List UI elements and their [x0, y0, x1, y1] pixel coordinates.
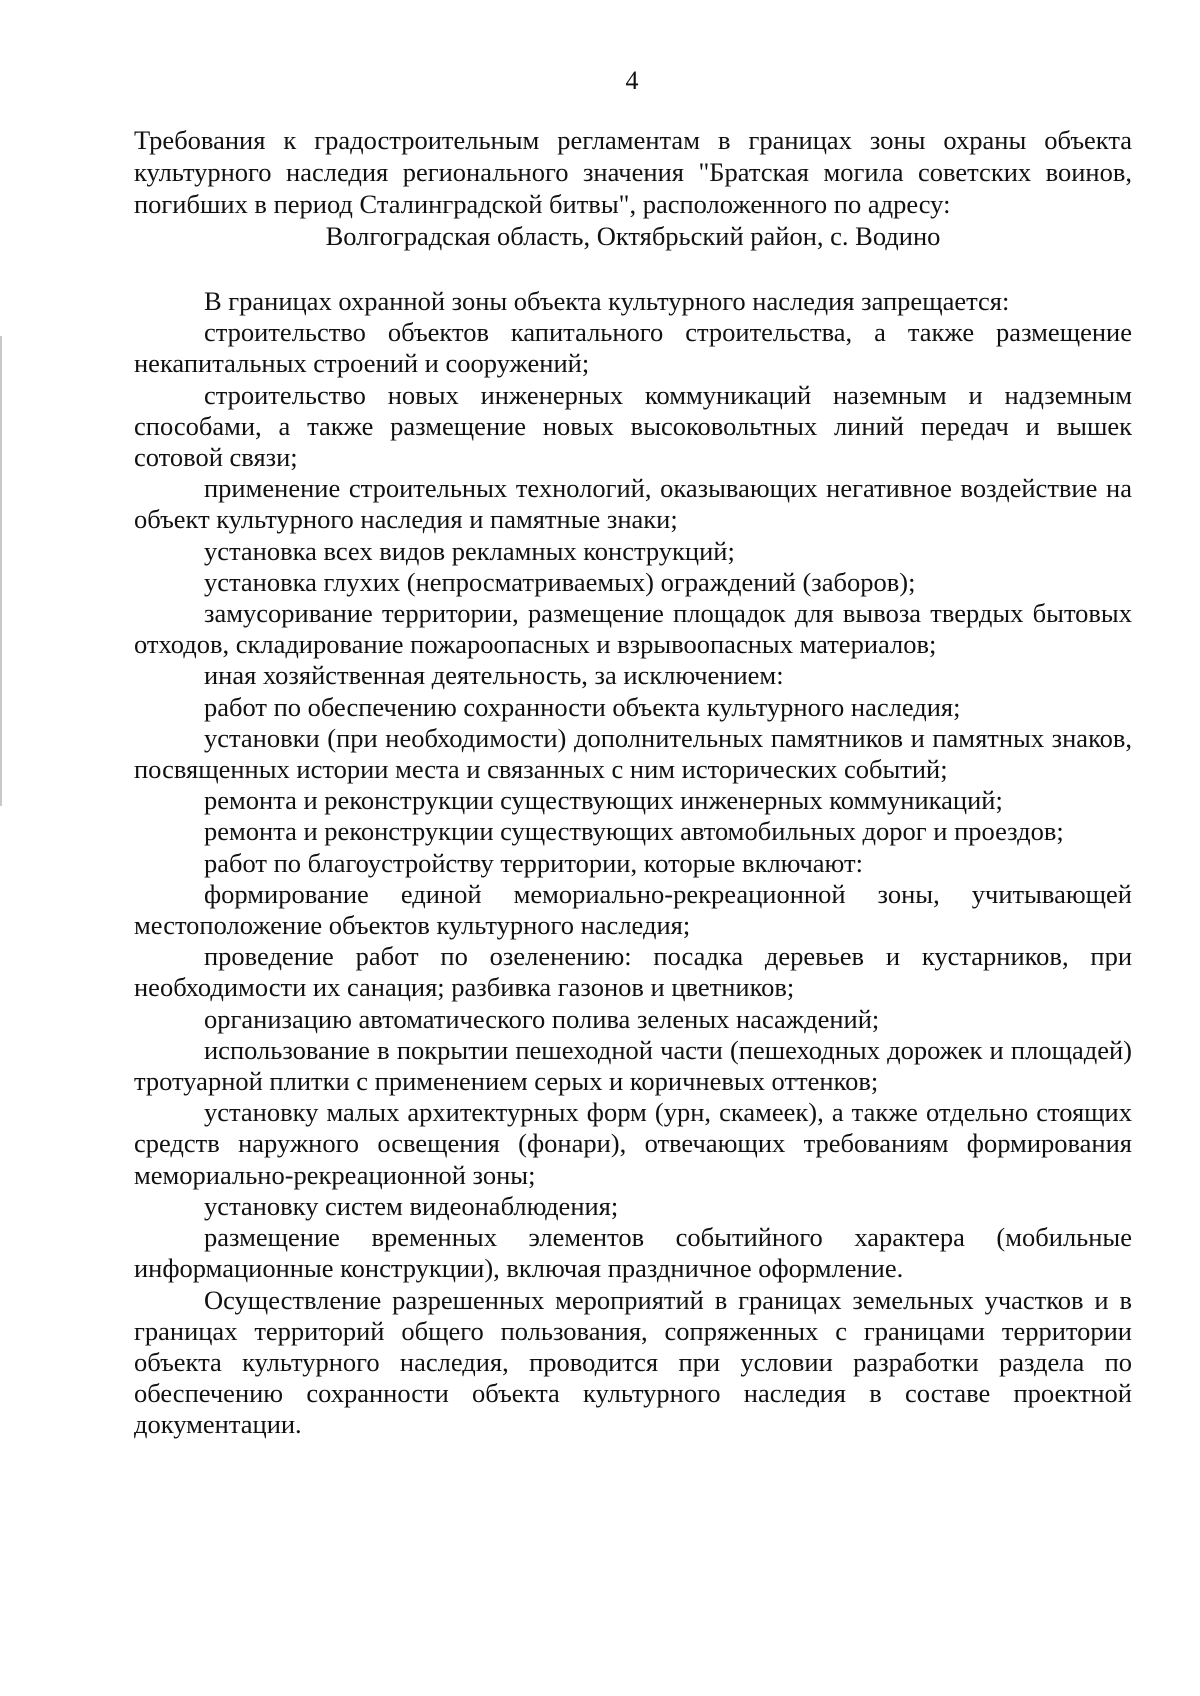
paragraph: формирование единой мемориально-рекреационной зоны, учитывающей местоположение объектов культурного наследия;: [134, 878, 1132, 941]
document-title: [134, 124, 1132, 252]
title-text: Требования к градостроительным регламентам в границах зоны охраны объекта культурного наследия регионального значения "Братская могила советских воинов, погибших в период Сталинградской битвы", расположенного по адресу:: [134, 125, 1132, 219]
paragraph: использование в покрытии пешеходной части (пешеходных дорожек и площадей) тротуарной плитки с применением серых и коричневых оттенков;: [134, 1034, 1132, 1097]
paragraph: проведение работ по озеленению: посадка деревьев и кустарников, при необходимости их санация; разбивка газонов и цветников;: [134, 941, 1132, 1003]
title-address: Волгоградская область, Октябрьский район, с. Водино: [325, 221, 941, 251]
paragraph: установка всех видов рекламных конструкций;: [204, 535, 735, 566]
paragraph: организацию автоматического полива зеленых насаждений;: [204, 1003, 880, 1034]
paragraph: строительство новых инженерных коммуникаций наземным и надземным способами, а также размещение новых высоковольтных линий передач и вышек сотовой связи;: [134, 379, 1132, 473]
paragraph: работ по благоустройству территории, которые включают:: [204, 847, 863, 878]
page-number: 4: [625, 66, 639, 95]
paragraph: работ по обеспечению сохранности объекта культурного наследия;: [204, 691, 961, 722]
paragraph: установку малых архитектурных форм (урн, скамеек), а также отдельно стоящих средств наружного освещения (фонари), отвечающих требованиям формирования мемориально-рекреационной зоны;: [134, 1097, 1132, 1190]
scan-edge-mark: [0, 336, 2, 806]
paragraph: замусоривание территории, размещение площадок для вывоза твердых бытовых отходов, складирование пожароопасных и взрывоопасных материалов;: [134, 598, 1132, 660]
paragraph: установка глухих (непросматриваемых) ограждений (заборов);: [204, 566, 916, 597]
paragraph: строительство объектов капитального строительства, а также размещение некапитальных строений и сооружений;: [134, 317, 1132, 379]
paragraph: установки (при необходимости) дополнительных памятников и памятных знаков, посвященных истории места и связанных с ним исторических событий;: [134, 722, 1132, 785]
paragraph: ремонта и реконструкции существующих автомобильных дорог и проездов;: [204, 816, 1064, 847]
paragraph: размещение временных элементов событийного характера (мобильные информационные конструкции), включая праздничное оформление.: [134, 1222, 1132, 1284]
paragraph: установку систем видеонаблюдения;: [204, 1190, 619, 1221]
paragraph: Осуществление разрешенных мероприятий в границах земельных участков и в границах территорий общего пользования, сопряженных с границами территории объекта культурного наследия, проводится при условии разработки раздела по обеспечению сохранности объекта культурного наследия в составе проектной документации.: [134, 1284, 1132, 1440]
paragraph: В границах охранной зоны объекта культурного наследия запрещается:: [204, 286, 1010, 316]
document-body: [134, 286, 1132, 1441]
paragraph: иная хозяйственная деятельность, за исключением:: [204, 660, 784, 691]
paragraph: ремонта и реконструкции существующих инженерных коммуникаций;: [204, 785, 1003, 816]
paragraph: применение строительных технологий, оказывающих негативное воздействие на объект культурного наследия и памятные знаки;: [134, 473, 1132, 535]
